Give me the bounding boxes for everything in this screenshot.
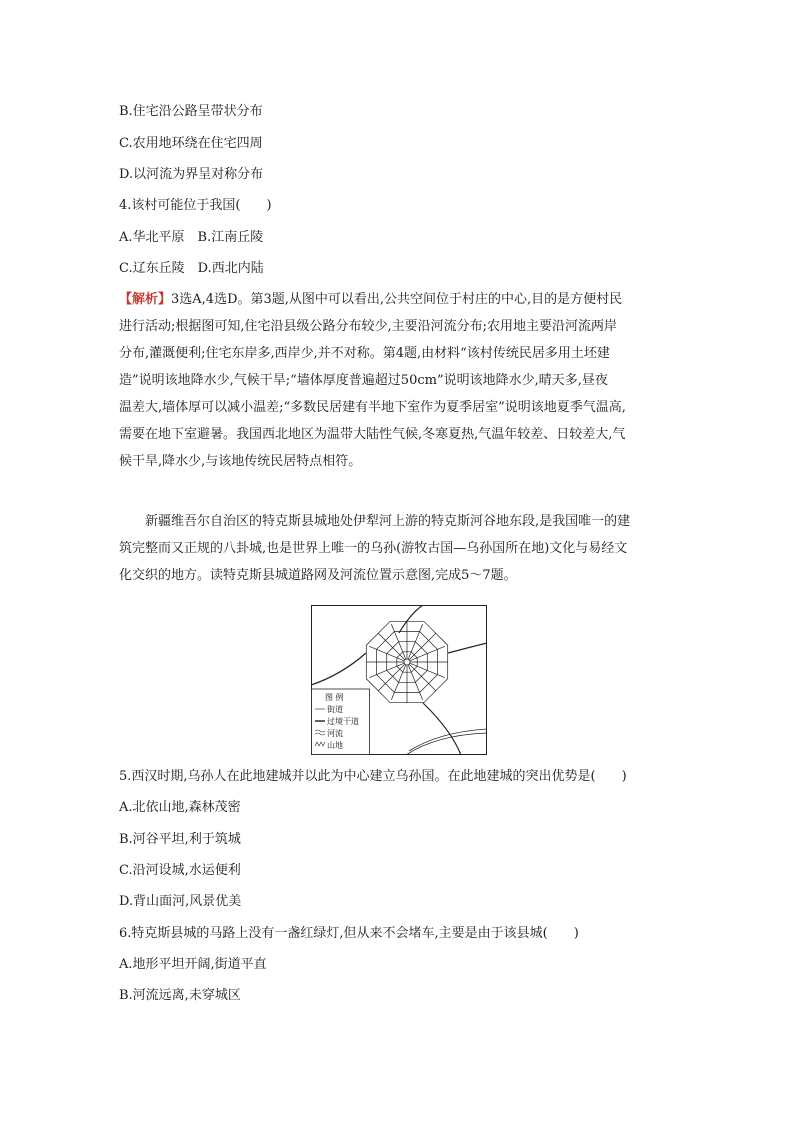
analysis-line: 需要在地下室避暑。我国西北地区为温带大陆性气候,冬寒夏热,气温年较差、日较差大,气 (119, 427, 626, 442)
q6-stem: 6.特克斯县城的马路上没有一盏红绿灯,但从来不会堵车,主要是由于该县城( ) (119, 926, 579, 941)
analysis-line: 造”说明该地降水少,气候干旱;“墙体厚度普遍超过50cm”说明该地降水少,晴天多,昼夜 (119, 373, 608, 388)
legend-title: 图 例 (325, 693, 344, 702)
analysis-line: 进行活动;根据图可知,住宅沿县级公路分布较少,主要沿河流分布;农用地主要沿河流两岸 (119, 319, 618, 334)
analysis-paragraph (119, 286, 679, 475)
q5-option-d: D.背山面河,风景优美 (119, 894, 242, 909)
q3-option-d: D.以河流为界呈对称分布 (119, 167, 264, 182)
legend-item-river: 河流 (327, 729, 343, 738)
legend-item-highway: 过境干道 (327, 717, 359, 726)
road-network-figure (311, 605, 487, 755)
road-network-map (311, 605, 487, 755)
material-paragraph (119, 508, 679, 589)
analysis-line: 3选A,4选D。第3题,从图中可以看出,公共空间位于村庄的中心,目的是方便村民 (171, 292, 623, 307)
legend-item-street: 街道 (327, 705, 343, 714)
q6-option-a: A.地形平坦开阔,街道平直 (119, 957, 267, 972)
q4-options-row1: A.华北平原 B.江南丘陵 (119, 230, 264, 245)
q3-option-b: B.住宅沿公路呈带状分布 (119, 104, 263, 119)
q5-option-b: B.河谷平坦,利于筑城 (119, 832, 241, 847)
analysis-line: 分布,灌溉便利;住宅东岸多,西岸少,并不对称。第4题,由材料“该村传统民居多用土坯建 (119, 346, 610, 361)
analysis-tag: 【解析】 (119, 292, 172, 307)
q5-option-c: C.沿河设城,水运便利 (119, 863, 241, 878)
q5-stem: 5.西汉时期,乌孙人在此地建城并以此为中心建立乌孙国。在此地建城的突出优势是( ) (119, 769, 627, 784)
analysis-line: 温差大,墙体厚可以减小温差;“多数民居建有半地下室作为夏季居室”说明该地夏季气温高, (119, 400, 626, 415)
q3-option-c: C.农用地环绕在住宅四周 (119, 136, 263, 151)
city-center (404, 659, 410, 665)
analysis-line: 候干旱,降水少,与该地传统民居特点相符。 (119, 454, 362, 469)
legend-item-mountain: 山地 (327, 741, 343, 750)
q5-option-a: A.北依山地,森林茂密 (119, 800, 241, 815)
q4-options-row2: C.辽东丘陵 D.西北内陆 (119, 261, 264, 276)
q4-stem: 4.该村可能位于我国( ) (119, 198, 272, 213)
q6-option-b: B.河流远离,未穿城区 (119, 988, 241, 1003)
material-line: 化交织的地方。读特克斯县城道路网及河流位置示意图,完成5～7题。 (119, 568, 517, 583)
material-line: 新疆维吾尔自治区的特克斯县城地处伊犁河上游的特克斯河谷地东段,是我国唯一的建 (119, 514, 631, 529)
material-line: 筑完整而又正规的八卦城,也是世界上唯一的乌孙(游牧古国—乌孙国所在地)文化与易经文 (119, 541, 628, 556)
